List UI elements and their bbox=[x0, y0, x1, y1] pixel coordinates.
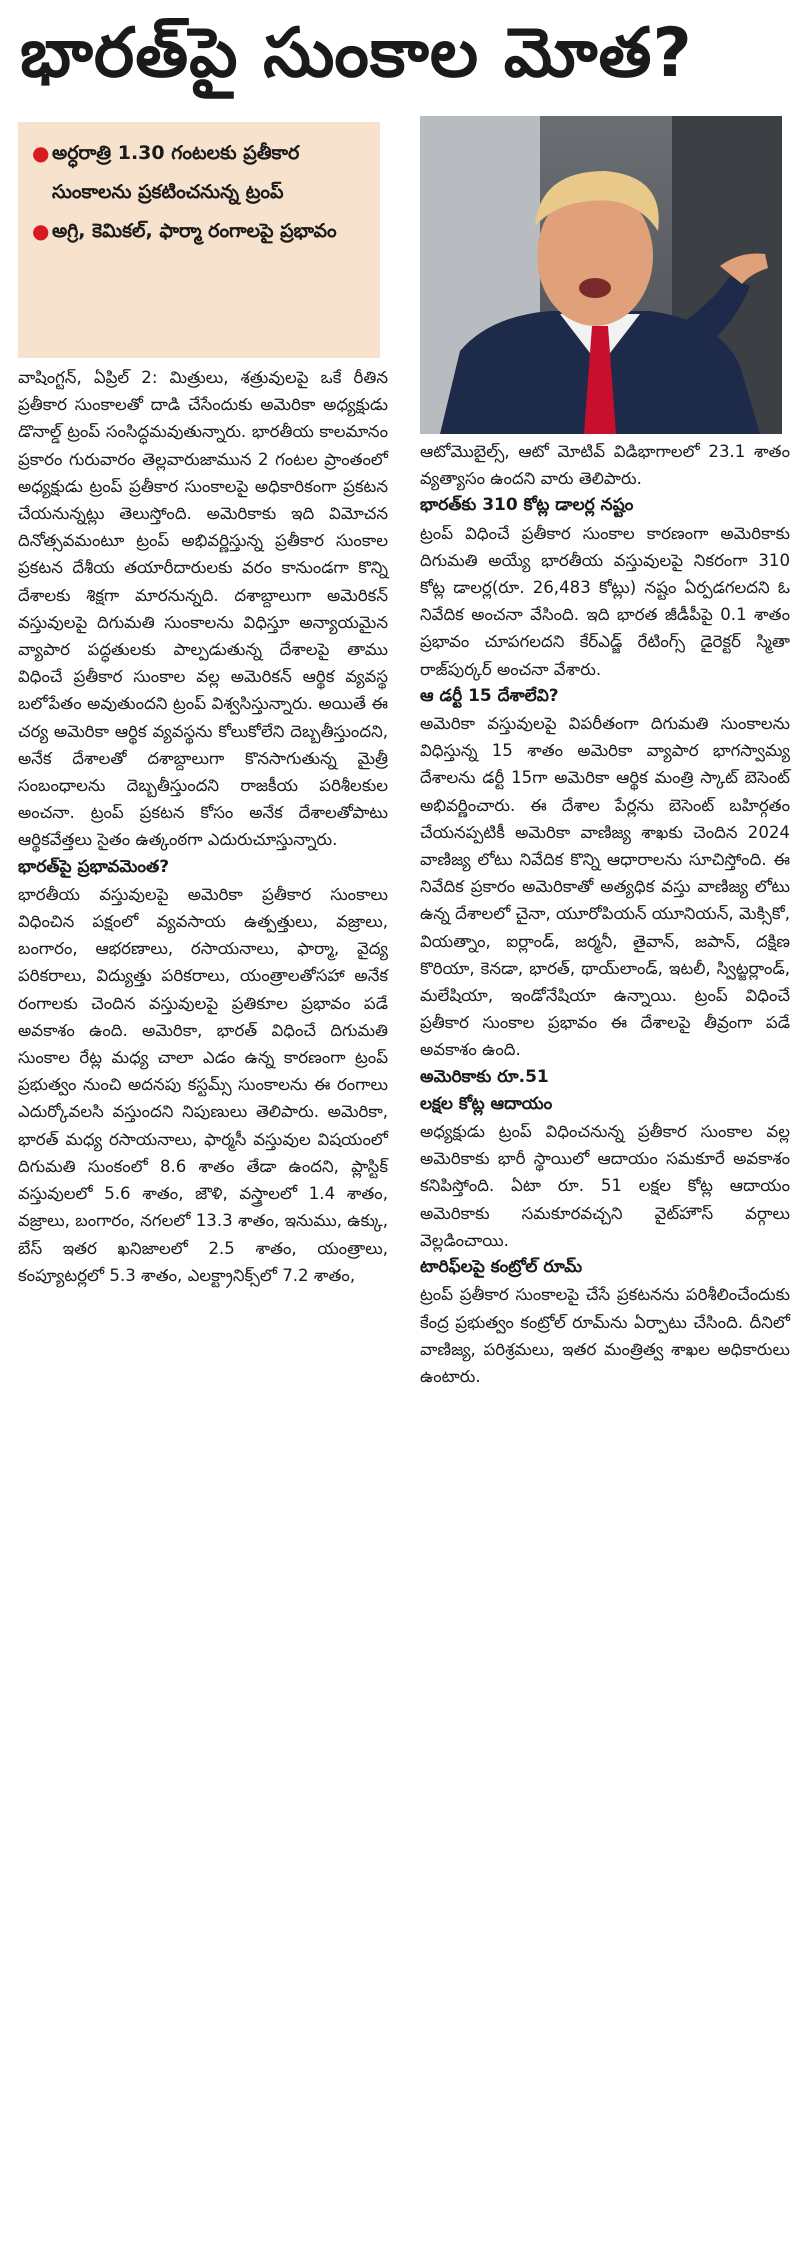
left-column bbox=[18, 364, 388, 1289]
article-paragraph: ఆటోమొబైల్స్, ఆటో మోటివ్ విడిభాగాలలో 23.1 శాతం వ్యత్యాసం ఉందని వారు తెలిపారు. bbox=[420, 442, 790, 489]
subheading: భారత్‌కు 310 కోట్ల డాలర్ల నష్టం bbox=[420, 495, 634, 516]
highlight-item bbox=[32, 212, 368, 251]
bullet-icon: ● bbox=[32, 141, 50, 165]
headline: భారత్‌పై సుంకాల మోత? bbox=[20, 14, 693, 93]
subheading: ఆ డర్టీ 15 దేశాలేవి? bbox=[420, 685, 559, 706]
article-paragraph: అమెరికా వస్తువులపై విపరీతంగా దిగుమతి సుంకాలను విధిస్తున్న 15 శాతం అమెరికా వ్యాపార భాగస్వామ్య దేశాలను డర్టీ 15గా అమెరికా ఆర్థిక మంత్రి స్కాట్ బెసెంట్ అభివర్ణించారు. ఈ దేశాల పేర్లను బెసెంట్ బహిర్గతం చేయనప్పటికీ అమెరికా వాణిజ్య శాఖకు చెందిన 2024 వాణిజ్య లోటు నివేదిక కొన్ని ఆధారాలను సూచిస్తోంది. ఈ నివేదిక ప్రకారం అమెరికాతో అత్యధిక వస్తు వాణిజ్య లోటు ఉన్న దేశాలలో చైనా, యూరోపియన్ యూనియన్, మెక్సికో, వియత్నాం, ఐర్లాండ్, జర్మనీ, తైవాన్, జపాన్, దక్షిణ కొరియా, కెనడా, భారత్, థాయ్‌లాండ్, ఇటలీ, స్విట్జర్లాండ్, మలేషియా, ఇండోనేషియా ఉన్నాయి. ట్రంప్ విధించే ప్రతీకార సుంకాల ప్రభావం ఈ దేశాలపై తీవ్రంగా పడే అవకాశం ఉంది. bbox=[420, 714, 790, 1060]
subheading: టారిఫ్‌లపై కంట్రోల్ రూమ్ bbox=[420, 1257, 583, 1278]
subheading: భారత్‌పై ప్రభావమెంత? bbox=[18, 856, 170, 877]
article-paragraph: భారతీయ వస్తువులపై అమెరికా ప్రతీకార సుంకాలు విధించిన పక్షంలో వ్యవసాయ ఉత్పత్తులు, వజ్రాలు, బంగారం, ఆభరణాలు, రసాయనాలు, ఫార్మా, వైద్య పరికరాలు, విద్యుత్తు పరికరాలు, యంత్రాలతోసహా అనేక రంగాలకు చెందిన వస్తువులపై ప్రతికూల ప్రభావం పడే అవకాశం ఉంది. అమెరికా, భారత్ విధించే దిగుమతి సుంకాల రేట్ల మధ్య చాలా ఎడం ఉన్న కారణంగా ట్రంప్ ప్రభుత్వం నుంచి అదనపు కస్టమ్స్ సుంకాలను ఈ రంగాలు ఎదుర్కోవలసి వస్తుందని నిపుణులు తెలిపారు. అమెరికా, భారత్ మధ్య రసాయనాలు, ఫార్మసీ వస్తువుల విషయంలో దిగుమతి సుంకంలో 8.6 శాతం తేడా ఉందని, ప్లాస్టిక్ వస్తువులలో 5.6 శాతం, జౌళి, వస్త్రాలలో 1.4 శాతం, వజ్రాలు, బంగారం, నగలలో 13.3 శాతం, ఇనుము, ఉక్కు, బేస్ ఇతర ఖనిజాలలో 2.5 శాతం, యంత్రాలు, కంప్యూటర్లలో 5.3 శాతం, ఎలక్ట్రానిక్స్‌లో 7.2 శాతం, bbox=[18, 884, 388, 1285]
article-paragraph: అధ్యక్షుడు ట్రంప్ విధించనున్న ప్రతీకార సుంకాల వల్ల అమెరికాకు భారీ స్థాయిలో ఆదాయం సమకూరే అవకాశం కనిపిస్తోంది. ఏటా రూ. 51 లక్షల కోట్ల ఆదాయం అమెరికాకు సమకూరవచ్చని వైట్‌హౌస్ వర్గాలు వెల్లడించాయి. bbox=[420, 1122, 790, 1250]
bullet-icon: ● bbox=[32, 219, 50, 243]
highlights-box bbox=[18, 122, 380, 358]
right-column bbox=[420, 438, 790, 1390]
highlight-item bbox=[32, 134, 368, 212]
subheading: అమెరికాకు రూ.51 bbox=[420, 1066, 549, 1087]
article-paragraph: ట్రంప్ విధించే ప్రతీకార సుంకాల కారణంగా అమెరికాకు దిగుమతి అయ్యే భారతీయ వస్తువులపై నికరంగా 310 కోట్ల డాలర్ల(రూ. 26,483 కోట్లు) నష్టం ఏర్పడగలదని ఓ నివేదిక అంచనా వేసింది. ఇది భారత జీడీపీపై 0.1 శాతం ప్రభావం చూపగలదని కేర్‌ఎడ్జ్ రేటింగ్స్ డైరెక్టర్ స్మితా రాజ్‌పుర్కర్ అంచనా వేశారు. bbox=[420, 523, 790, 679]
person-photo-icon bbox=[420, 116, 782, 434]
highlight-text: అగ్రి, కెమికల్, ఫార్మా రంగాలపై ప్రభావం bbox=[52, 220, 337, 242]
article-paragraph: వాషింగ్టన్, ఏప్రిల్ 2: మిత్రులు, శత్రువులపై ఒకే రీతిన ప్రతీకార సుంకాలతో దాడి చేసేందుకు అమెరికా అధ్యక్షుడు డొనాల్డ్ ట్రంప్ సంసిద్ధమవుతున్నారు. భారతీయ కాలమానం ప్రకారం గురువారం తెల్లవారుజామున 2 గంటల ప్రాంతంలో అధ్యక్షుడు ట్రంప్ ప్రతీకార సుంకాలపై అధికారికంగా ప్రకటన చేయనున్నట్లు తెలుస్తోంది. అమెరికాకు ఇది విమోచన దినోత్సవమంటూ ట్రంప్ అభివర్ణిస్తున్న ప్రతీకార సుంకాల ప్రకటన దేశీయ తయారీదారులకు వరం కానుండగా కొన్ని దేశాలకు శిక్షగా మారనున్నది. దశాబ్దాలుగా అమెరికన్ వస్తువులపై దిగుమతి సుంకాలను విధిస్తూ అన్యాయమైన వ్యాపార పద్ధతులకు పాల్పడుతున్న దేశాలపై తాము విధించే ప్రతీకార సుంకాల వల్ల అమెరికన్ ఆర్థిక వ్యవస్థ బలోపేతం అవుతుందని ట్రంప్ విశ్వసిస్తున్నారు. అయితే ఈ చర్య అమెరికా ఆర్థిక వ్యవస్థను కోలుకోలేని దెబ్బతీస్తుందని, అనేక దేశాలతో దశాబ్దాలుగా కొనసాగుతున్న మైత్రీ సంబంధాలను దెబ్బతీస్తుందని రాజకీయ పరిశీలకుల అంచనా. ట్రంప్ ప్రకటన కోసం అనేక దేశాలతోపాటు ఆర్థికవేత్తలు సైతం ఉత్కంఠగా ఎదురుచూస్తున్నారు. bbox=[18, 368, 388, 850]
article-paragraph: ట్రంప్ ప్రతీకార సుంకాలపై చేసే ప్రకటనను పరిశీలించేందుకు కేంద్ర ప్రభుత్వం కంట్రోల్ రూమ్‌ను ఏర్పాటు చేసింది. దీనిలో వాణిజ్య, పరిశ్రమలు, ఇతర మంత్రిత్వ శాఖల అధికారులు ఉంటారు. bbox=[420, 1285, 790, 1386]
highlight-text: అర్ధరాత్రి 1.30 గంటలకు ప్రతీకార సుంకాలను ప్రకటించనున్న ట్రంప్ bbox=[52, 142, 300, 203]
news-photo bbox=[420, 116, 782, 434]
subheading: లక్షల కోట్ల ఆదాయం bbox=[420, 1093, 553, 1114]
